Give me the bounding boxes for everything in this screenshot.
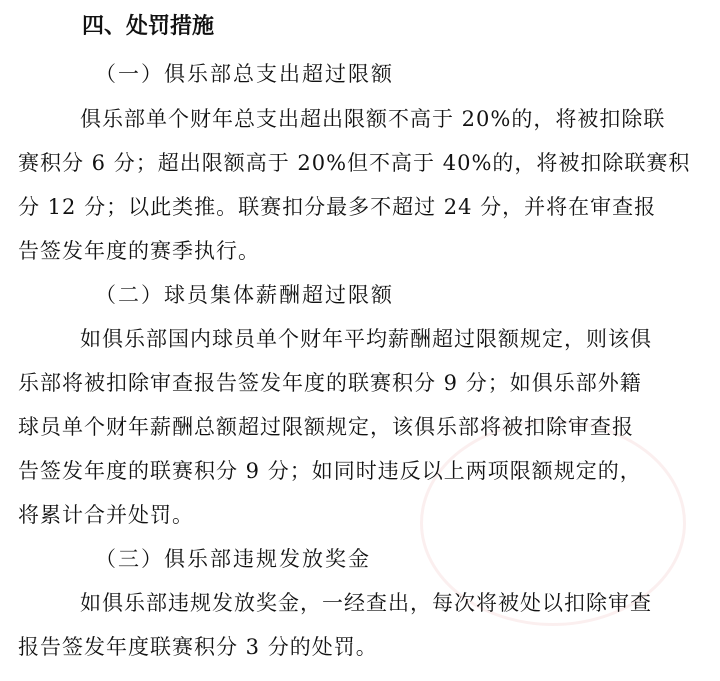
part2-line-3: 球员单个财年薪酬总额超过限额规定，该俱乐部将被扣除审查报 (18, 415, 634, 439)
part2-line-4: 告签发年度的联赛积分 9 分；如同时违反以上两项限额规定的， (18, 459, 642, 483)
part2-title: （二）球员集体薪酬超过限额 (95, 283, 394, 307)
part1-title: （一）俱乐部总支出超过限额 (95, 62, 394, 86)
part3-line-2: 报告签发年度联赛积分 3 分的处罚。 (18, 635, 378, 659)
part2-line-5: 将累计合并处罚。 (18, 503, 194, 527)
part2-line-1: 如俱乐部国内球员单个财年平均薪酬超过限额规定，则该俱 (80, 327, 652, 351)
section-title: 四、处罚措施 (82, 14, 215, 39)
part1-line-1: 俱乐部单个财年总支出超出限额不高于 20%的，将被扣除联 (80, 107, 666, 131)
part1-line-2: 赛积分 6 分；超出限额高于 20%但不高于 40%的，将被扣除联赛积 (18, 151, 691, 175)
part3-title: （三）俱乐部违规发放奖金 (95, 547, 371, 571)
part1-line-3: 分 12 分；以此类推。联赛扣分最多不超过 24 分，并将在审查报 (18, 195, 657, 219)
part3-line-1: 如俱乐部违规发放奖金，一经查出，每次将被处以扣除审查 (80, 591, 652, 615)
part1-line-4: 告签发年度的赛季执行。 (18, 239, 260, 263)
part2-line-2: 乐部将被扣除审查报告签发年度的联赛积分 9 分；如俱乐部外籍 (18, 371, 642, 395)
